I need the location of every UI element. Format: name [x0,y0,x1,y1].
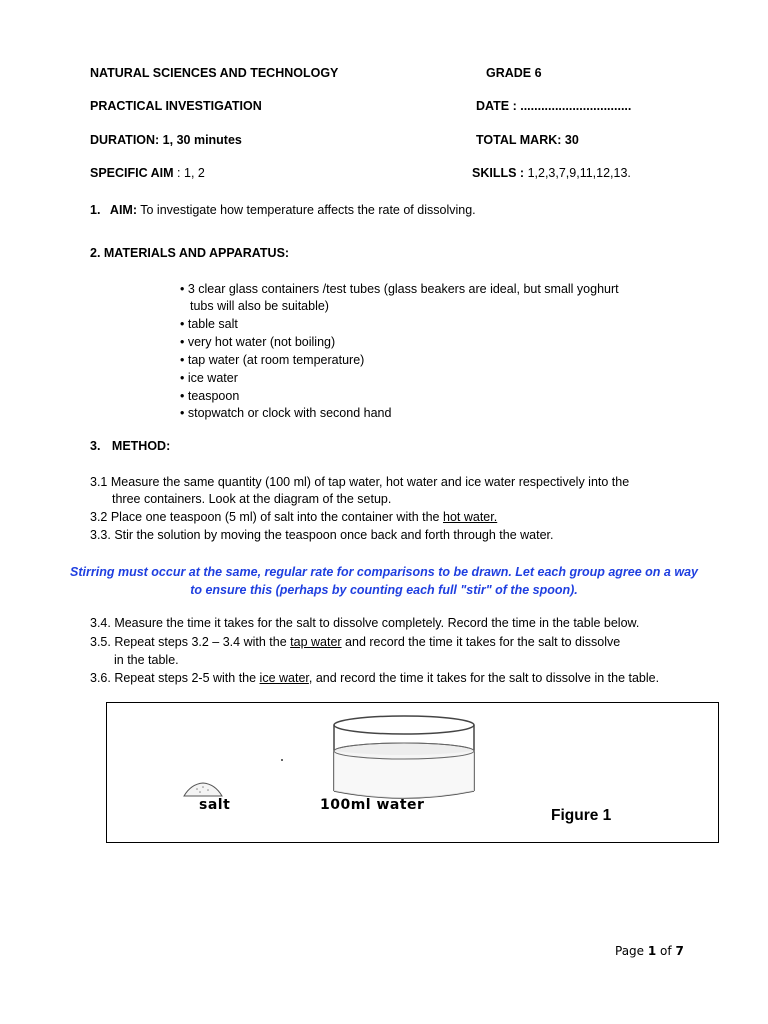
materials-item: • table salt [180,317,238,331]
method-step-3-5-text: 3.5. Repeat steps 3.2 – 3.4 with the [90,635,291,649]
method-step-3-5-cont: in the table. [114,653,179,667]
stirring-note-line-2: to ensure this (perhaps by counting each full "stir" of the spoon). [190,583,578,597]
method-step-3-4: 3.4. Measure the time it takes for the salt to dissolve completely. Record the time in the table below. [90,616,640,630]
materials-item: • ice water [180,371,238,385]
page-total: 7 [675,944,684,958]
skills-value: 1,2,3,7,9,11,12,13. [524,166,631,180]
page-of: of [656,944,676,958]
materials-item: • very hot water (not boiling) [180,335,336,349]
materials-heading: 2. MATERIALS AND APPARATUS: [90,246,290,260]
specific-aim-label: SPECIFIC AIM [90,166,174,180]
materials-item: • teaspoon [180,389,240,403]
date-blank: ................................ [520,99,632,113]
page-word: Page [615,944,648,958]
method-step-3-1-cont: three containers. Look at the diagram of the setup. [112,492,392,506]
method-step-3-5-text-end: and record the time it takes for the salt to dissolve [341,635,621,649]
method-step-3-6 [90,671,659,685]
duration-label: DURATION: 1, 30 minutes [90,133,242,147]
method-step-3-5 [90,635,620,649]
method-step-3-6-text: 3.6. Repeat steps 2-5 with the [90,671,260,685]
stray-dot [281,759,283,761]
method-step-3-3: 3.3. Stir the solution by moving the teaspoon once back and forth through the water. [90,528,554,542]
page-current: 1 [647,944,657,958]
method-step-3-5-underlined: tap water [290,635,342,649]
grade-label: GRADE 6 [486,66,542,80]
date-field [476,99,631,113]
method-step-3-1: 3.1 Measure the same quantity (100 ml) of tap water, hot water and ice water respectively into the [90,475,630,489]
page-number [615,944,684,958]
stirring-note-line-1: Stirring must occur at the same, regular rate for comparisons to be drawn. Let each group agree on a way [70,565,698,579]
method-step-3-6-text-end: , and record the time it takes for the salt to dissolve in the table. [308,671,660,685]
water-label: 100ml water [320,797,425,813]
salt-pile-icon [181,777,225,799]
aim-text: To investigate how temperature affects the rate of dissolving. [140,203,476,217]
date-label: DATE : [476,99,517,113]
subject-title: NATURAL SCIENCES AND TECHNOLOGY [90,66,339,80]
investigation-type: PRACTICAL INVESTIGATION [90,99,262,113]
figure-caption: Figure 1 [551,807,612,824]
materials-item: • stopwatch or clock with second hand [180,406,392,420]
aim-number: 1. [90,203,101,217]
materials-item: • 3 clear glass containers /test tubes (glass beakers are ideal, but small yoghurt [180,282,619,296]
method-step-3-2 [90,510,497,524]
aim-section [90,203,476,217]
aim-label: AIM: [109,203,137,217]
method-heading-label: METHOD: [111,439,171,453]
skills-label: SKILLS : [472,166,525,180]
skills [472,166,631,180]
water-container-icon [329,711,479,801]
method-step-3-2-text: 3.2 Place one teaspoon (5 ml) of salt into the container with the [90,510,443,524]
materials-item: tubs will also be suitable) [190,299,329,313]
method-heading-number: 3. [90,439,101,453]
method-step-3-2-underlined: hot water. [443,510,498,524]
specific-aim [90,166,205,180]
specific-aim-value: : 1, 2 [173,166,205,180]
method-step-3-6-underlined: ice water [259,671,309,685]
figure-1-box [106,702,719,843]
salt-label: salt [199,797,231,813]
method-heading [90,439,170,453]
total-mark-label: TOTAL MARK: 30 [476,133,579,147]
materials-item: • tap water (at room temperature) [180,353,365,367]
